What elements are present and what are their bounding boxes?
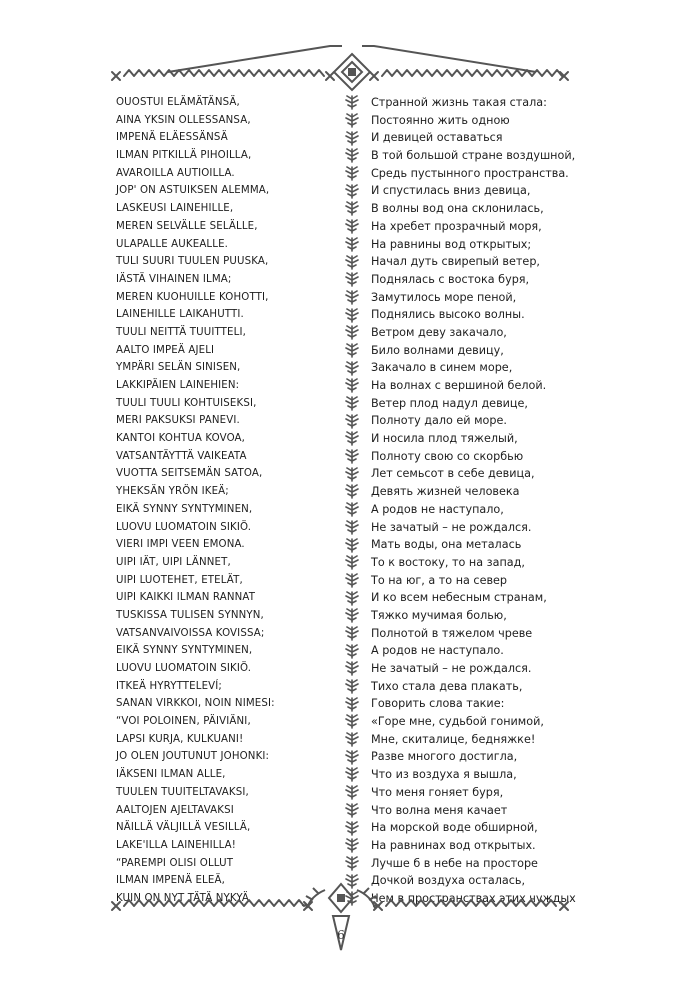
branch-ornament-icon [341,748,363,766]
finnish-verse-line: “VOI POLOINEN, PÄIVIÄNI, [116,716,251,728]
branch-ornament-icon [341,554,363,572]
finnish-verse-line: LAINEHILLE LAIKAHUTTI. [116,309,244,321]
russian-verse-line: Разве многого достигла, [371,750,518,764]
finnish-verse-line: ILMAN PITKILLÄ PIHOILLA, [116,150,252,162]
finnish-verse-line: JO OLEN JOUTUNUT JOHONKI: [116,751,270,763]
branch-ornament-icon [341,359,363,377]
branch-ornament-icon [341,94,363,112]
russian-verse-line: Мать воды, она металась [371,538,522,552]
finnish-verse-line: MERI PAKSUKSI PANEVI. [116,415,240,427]
ornament-column [341,94,363,908]
branch-ornament-icon [341,129,363,147]
branch-ornament-icon [341,200,363,218]
branch-ornament-icon [341,678,363,696]
finnish-verse-line: TUULI NEITTÄ TUUITTELI, [116,326,247,338]
branch-ornament-icon [341,625,363,643]
finnish-verse-line: AVAROILLA AUTIOILLA. [116,167,235,179]
russian-verse-line: А родов не наступало, [371,502,504,516]
branch-ornament-icon [341,766,363,784]
russian-verse-line: Ветер плод надул девице, [371,396,528,410]
finnish-verse-line: EIKÄ SYNNY SYNTYMINEN, [116,645,253,657]
finnish-verse-line: AINA YKSIN OLLESSANSA, [116,114,251,126]
branch-ornament-icon [341,642,363,660]
finnish-verse-line: LAKE'ILLA LAINEHILLA! [116,839,236,851]
branch-ornament-icon [341,713,363,731]
finnish-verse-line: TUSKISSA TULISEN SYNNYN, [116,609,264,621]
branch-ornament-icon [341,165,363,183]
russian-verse-line: И носила плод тяжелый, [371,432,518,446]
russian-verse-line: И девицей оставаться [371,131,503,145]
finnish-verse-line: NÄILLÄ VÄLJILLÄ VESILLÄ, [116,822,251,834]
russian-verse-line: Полноту свою со скорбью [371,449,524,463]
russian-verse-line: Тяжко мучимая болью, [371,608,507,622]
finnish-verse-line: VUOTTA SEITSEMÄN SATOA, [116,468,263,480]
finnish-verse-line: UIPI LUOTEHET, ETELÄT, [116,574,243,586]
finnish-verse-line: JOP' ON ASTUIKSEN ALEMMA, [116,185,270,197]
finnish-verse-line: ILMAN IMPENÄ ELEÄ, [116,875,225,887]
branch-ornament-icon [341,819,363,837]
branch-ornament-icon [341,289,363,307]
russian-verse-line: Средь пустынного пространства. [371,166,569,180]
russian-text-column [371,94,611,908]
finnish-verse-line: KANTOI KOHTUA KOVOA, [116,433,246,445]
russian-verse-line: Странной жизнь такая стала: [371,96,547,109]
russian-verse-line: Поднялась с востока буря, [371,272,530,286]
finnish-verse-line: IMPENÄ ELÄESSÄNSÄ [116,132,228,144]
russian-verse-line: На морской воде обширной, [371,821,538,835]
finnish-verse-line: TULI SUURI TUULEN PUUSKA, [116,256,269,268]
finnish-verse-line: AALTOJEN AJELTAVAKSI [116,804,234,816]
russian-verse-line: Ветром деву закачало, [371,325,507,339]
finnish-verse-line: ULAPALLE AUKEALLE. [116,238,229,250]
russian-verse-line: Постоянно жить одною [371,113,510,127]
finnish-verse-line: LASKEUSI LAINEHILLE, [116,203,234,215]
russian-verse-line: В волны вод она склонилась, [371,202,544,216]
finnish-verse-line: LAPSI KURJA, KULKUANI! [116,733,244,745]
finnish-verse-line: IÄKSENI ILMAN ALLE, [116,769,226,781]
branch-ornament-icon [341,324,363,342]
russian-verse-line: И ко всем небесным странам, [371,591,547,605]
branch-ornament-icon [341,112,363,130]
russian-verse-line: Лет семьсот в себе девица, [371,467,535,481]
russian-verse-line: Полноту дало ей море. [371,414,507,428]
branch-ornament-icon [341,572,363,590]
branch-ornament-icon [341,377,363,395]
russian-verse-line: Что меня гоняет буря, [371,785,504,799]
russian-verse-line: А родов не наступало. [371,644,504,658]
branch-ornament-icon [341,802,363,820]
branch-ornament-icon [341,589,363,607]
branch-ornament-icon [341,182,363,200]
finnish-verse-line: YHEKSÄN YRÖN IKEÄ; [116,486,229,498]
branch-ornament-icon [341,784,363,802]
finnish-verse-line: KUIN ON NYT TÄTÄ NYKYÄ [116,892,250,904]
finnish-verse-line: UIPI IÄT, UIPI LÄNNET, [116,556,231,568]
russian-verse-line: Что из воздуха я вышла, [371,768,517,782]
finnish-verse-line: LAKKIPÄIEN LAINEHIEN: [116,380,240,391]
finnish-verse-line: VIERI IMPI VEEN EMONA. [116,539,245,551]
branch-ornament-icon [341,147,363,165]
branch-ornament-icon [341,607,363,625]
finnish-verse-line: YMPÄRI SELÄN SINISEN, [116,362,241,374]
russian-verse-line: То на юг, а то на север [371,573,508,587]
russian-verse-line: Полнотой в тяжелом чреве [371,626,533,640]
russian-verse-line: «Горе мне, судьбой гонимой, [371,715,544,729]
branch-ornament-icon [341,501,363,519]
russian-verse-line: На равнинах вод открытых. [371,838,536,852]
branch-ornament-icon [341,536,363,554]
finnish-verse-line: MEREN KUOHUILLE KOHOTTI, [116,291,269,303]
russian-verse-line: Закачало в синем море, [371,361,513,375]
russian-verse-line: На волнах с вершиной белой. [371,379,547,392]
russian-verse-line: На хребет прозрачный моря, [371,219,542,233]
finnish-verse-line: VATSANTÄYTTÄ VAIKEATA [116,450,247,462]
branch-ornament-icon [341,395,363,413]
branch-ornament-icon [341,660,363,678]
bottom-ornament-border [0,872,682,962]
russian-verse-line: Лучше б в небе на просторе [371,856,538,870]
finnish-verse-line: OUOSTUI ELÄMÄTÄNSÄ, [116,97,240,108]
russian-verse-line: Не зачатый – не рождался. [371,662,532,675]
russian-verse-line: Говорить слова такие: [371,697,505,711]
finnish-verse-line: IÄSTÄ VIHAINEN ILMA; [116,273,232,285]
russian-verse-line: Било волнами девицу, [371,343,504,357]
branch-ornament-icon [341,855,363,873]
branch-ornament-icon [341,271,363,289]
finnish-verse-line: LUOVU LUOMATOIN SIKIÖ. [116,663,252,674]
russian-verse-line: Не зачатый – не рождался. [371,520,532,534]
finnish-verse-line: EIKÄ SYNNY SYNTYMINEN, [116,503,253,515]
page-number: 6 [337,928,345,942]
finnish-verse-line: ITKEÄ HYRYTTELEVÍ; [116,680,223,692]
russian-verse-line: Что волна меня качает [371,803,508,817]
finnish-verse-line: “PAREMPI OLISI OLLUT [116,857,234,869]
branch-ornament-icon [341,306,363,324]
russian-verse-line: На равнины вод открытых; [371,237,532,251]
russian-verse-line: То к востоку, то на запад, [371,555,525,569]
branch-ornament-icon [341,837,363,855]
branch-ornament-icon [341,342,363,360]
russian-verse-line: Поднялись высоко волны. [371,308,525,322]
branch-ornament-icon [341,236,363,254]
finnish-verse-line: TUULEN TUUITELTAVAKSI, [116,786,249,798]
branch-ornament-icon [341,465,363,483]
finnish-verse-line: SANAN VIRKKOI, NOIN NIMESI: [116,698,275,710]
finnish-text-column [116,94,336,908]
russian-verse-line: Замутилось море пеной, [371,290,517,304]
branch-ornament-icon [341,430,363,448]
russian-verse-line: Тихо стала дева плакать, [371,679,523,693]
russian-verse-line: Дочкой воздуха осталась, [371,874,526,888]
branch-ornament-icon [341,448,363,466]
branch-ornament-icon [341,695,363,713]
branch-ornament-icon [341,253,363,271]
finnish-verse-line: LUOVU LUOMATOIN SIKIÖ. [116,521,252,533]
branch-ornament-icon [341,519,363,537]
russian-verse-line: И спустилась вниз девица, [371,184,531,198]
russian-verse-line: Мне, скиталице, бедняжке! [371,732,536,746]
branch-ornament-icon [341,731,363,749]
russian-verse-line: В той большой стране воздушной, [371,149,576,163]
branch-ornament-icon [341,412,363,430]
finnish-verse-line: AALTO IMPEÄ AJELI [116,344,215,356]
finnish-verse-line: VATSANVAIVOISSA KOVISSA; [116,627,265,639]
russian-verse-line: Девять жизней человека [371,485,520,499]
finnish-verse-line: MEREN SELVÄLLE SELÄLLE, [116,220,258,232]
finnish-verse-line: TUULI TUULI KOHTUISEKSI, [116,397,257,409]
branch-ornament-icon [341,483,363,501]
finnish-verse-line: UIPI KAIKKI ILMAN RANNAT [116,592,256,604]
russian-verse-line: Начал дуть свирепый ветер, [371,255,540,269]
russian-verse-line: Чем в пространствах этих чуждых [371,891,576,905]
branch-ornament-icon [341,218,363,236]
